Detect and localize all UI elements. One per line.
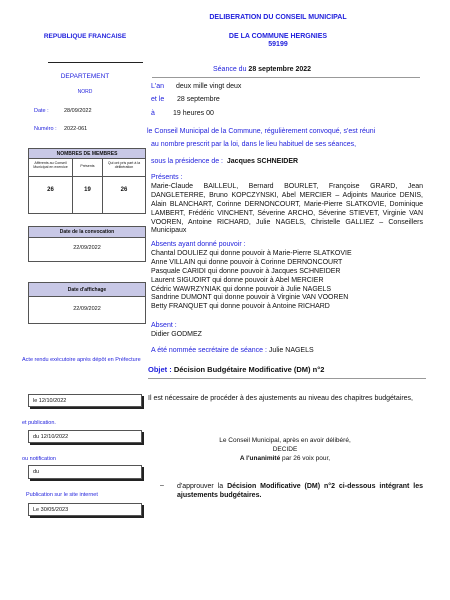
absents-pouvoir-label: Absents ayant donné pouvoir : bbox=[151, 241, 246, 248]
internet-label: Publication sur le site internet bbox=[26, 492, 98, 498]
departement-label: DEPARTEMENT bbox=[60, 73, 110, 80]
members-header-cell: Qui ont pris part à la délibération bbox=[107, 161, 141, 170]
members-value-cell: 19 bbox=[73, 177, 103, 213]
notification-date-field: du bbox=[28, 465, 142, 479]
secretaire-value: Julie NAGELS bbox=[268, 347, 314, 354]
republique-francaise: REPUBLIQUE FRANCAISE bbox=[43, 33, 127, 40]
unanimite-rest: par 26 voix pour, bbox=[280, 455, 331, 462]
members-header-cell: Afférents au Conseil Municipal en exercice bbox=[29, 159, 73, 176]
convocation-value: 22/09/2022 bbox=[73, 245, 101, 251]
objet-value: Décision Budgétaire Modificative (DM) n°2 bbox=[173, 365, 325, 374]
list-item: Sandrine DUMONT qui donne pouvoir à Virginie VAN VOOREN bbox=[151, 294, 349, 302]
presidence-label: sous la présidence de : bbox=[151, 158, 223, 165]
list-item: Chantal DOULIEZ qui donne pouvoir à Marie-Pierre SLATKOVIE bbox=[151, 250, 352, 257]
header-divider bbox=[48, 62, 143, 63]
absent-label: Absent : bbox=[151, 322, 177, 329]
members-value-cell: 26 bbox=[29, 177, 73, 213]
notification-label: ou notification bbox=[22, 456, 56, 462]
absents-pouvoir-list bbox=[151, 250, 426, 312]
unanimite-bold: A l'unanimité bbox=[239, 455, 281, 462]
seance-date: 28 septembre 2022 bbox=[248, 66, 312, 73]
date-label: Date : bbox=[34, 108, 49, 114]
objet-label: Objet : bbox=[148, 365, 172, 374]
members-value-row bbox=[29, 177, 145, 213]
list-item: Anne VILLAIN qui donne pouvoir à Corinne DERNONCOURT bbox=[151, 258, 343, 266]
an-label: L'an bbox=[151, 83, 165, 90]
seance-line bbox=[213, 66, 311, 74]
affichage-label: Date d'affichage bbox=[29, 283, 145, 297]
et-le-label: et le bbox=[151, 96, 165, 103]
numero-label: Numéro : bbox=[34, 126, 57, 132]
members-header-row bbox=[29, 159, 145, 177]
members-title: NOMBRES DE MEMBRES bbox=[29, 149, 145, 159]
approve-bold: Décision Modificative (DM) n°2 ci-dessous intégrant les ajustements budgétaires. bbox=[177, 483, 424, 500]
publication-date-field: du 12/10/2022 bbox=[28, 430, 142, 443]
list-item: Betty FRANQUET qui donne pouvoir à Antoine RICHARD bbox=[151, 303, 330, 311]
postcode: 59199 bbox=[268, 41, 288, 48]
affichage-value: 22/09/2022 bbox=[73, 306, 101, 312]
presents-label: Présents : bbox=[151, 174, 183, 181]
secretaire-label: A été nommée secrétaire de séance : bbox=[151, 347, 267, 354]
list-item: Laurent SIGUOIRT qui donne pouvoir à Abel MERCIER bbox=[151, 276, 324, 284]
commune-title: DE LA COMMUNE HERGNIES bbox=[228, 33, 328, 40]
presents-list: Marie-Claude BAILLEUL, Bernard BOURLET, Françoise GRARD, Jean DANGLETERRE, Bruno KOPCZYNSKI, Abel MERCIER – Adjoints Maurice DENIS, Alain BLANCHART, Corinne DERNONCOURT, Marie-Pierre SLATKOVIE, Dominique LAMBERT, Frédéric VINCHENT, Séverine ARCHO, Séverine STIEVET, Virginie VAN VOOREN, Antoine RICHARD, Julie NAGELS, Christelle GALLIEZ – Conseillers Municipaux bbox=[151, 183, 423, 235]
et-le-value: 28 septembre bbox=[177, 96, 220, 103]
internet-date-field: Le 30/05/2023 bbox=[28, 503, 142, 516]
list-item: Cédric WAWRZYNIAK qui donne pouvoir à Julie NAGELS bbox=[151, 285, 331, 293]
affichage-box bbox=[28, 282, 146, 324]
seance-divider bbox=[152, 77, 420, 78]
presidence-value: Jacques SCHNEIDER bbox=[226, 158, 299, 165]
objet-line bbox=[148, 365, 324, 374]
approve-text bbox=[177, 482, 423, 500]
date-value: 28/09/2022 bbox=[64, 108, 92, 114]
a-label: à bbox=[151, 110, 155, 117]
absent-value: Didier GODMEZ bbox=[151, 331, 202, 338]
intro-line2: au nombre prescrit par la loi, dans le lieu habituel de ses séances, bbox=[151, 141, 357, 148]
members-header-cell: Présents bbox=[73, 159, 103, 176]
a-value: 19 heures 00 bbox=[173, 110, 214, 117]
approve-normal: d'approuver la bbox=[177, 483, 228, 490]
an-value: deux mille vingt deux bbox=[176, 83, 242, 90]
seance-prefix: Séance du bbox=[213, 66, 249, 73]
members-value-cell: 26 bbox=[120, 187, 128, 193]
approve-dash: – bbox=[160, 482, 164, 489]
objet-divider bbox=[148, 378, 426, 379]
unanimite-line bbox=[148, 455, 422, 463]
members-table bbox=[28, 148, 146, 214]
list-item: Pasquale CARIDI qui donne pouvoir à Jacques SCHNEIDER bbox=[151, 267, 341, 275]
body-paragraph: Il est nécessaire de procéder à des ajustements au niveau des chapitres budgétaires, bbox=[148, 395, 413, 402]
numero-value: 2022-061 bbox=[64, 126, 88, 132]
publication-label: et publication. bbox=[22, 420, 56, 426]
intro-line1: le Conseil Municipal de la Commune, régulièrement convoqué, s'est réuni bbox=[147, 128, 376, 135]
convocation-box bbox=[28, 226, 146, 262]
secretaire-line bbox=[151, 347, 314, 355]
presidence-line bbox=[151, 158, 298, 166]
acte-label: Acte rendu exécutoire après dépôt en Préfecture bbox=[22, 357, 141, 363]
departement-value: NORD bbox=[77, 89, 93, 95]
decide-line: DECIDE bbox=[272, 446, 298, 453]
acte-date-field: le 12/10/2022 bbox=[28, 394, 142, 407]
deliberation-title: DELIBERATION DU CONSEIL MUNICIPAL bbox=[209, 14, 347, 21]
conseil-line: Le Conseil Municipal, après en avoir délibéré, bbox=[219, 437, 351, 444]
convocation-label: Date de la convocation bbox=[29, 227, 145, 238]
